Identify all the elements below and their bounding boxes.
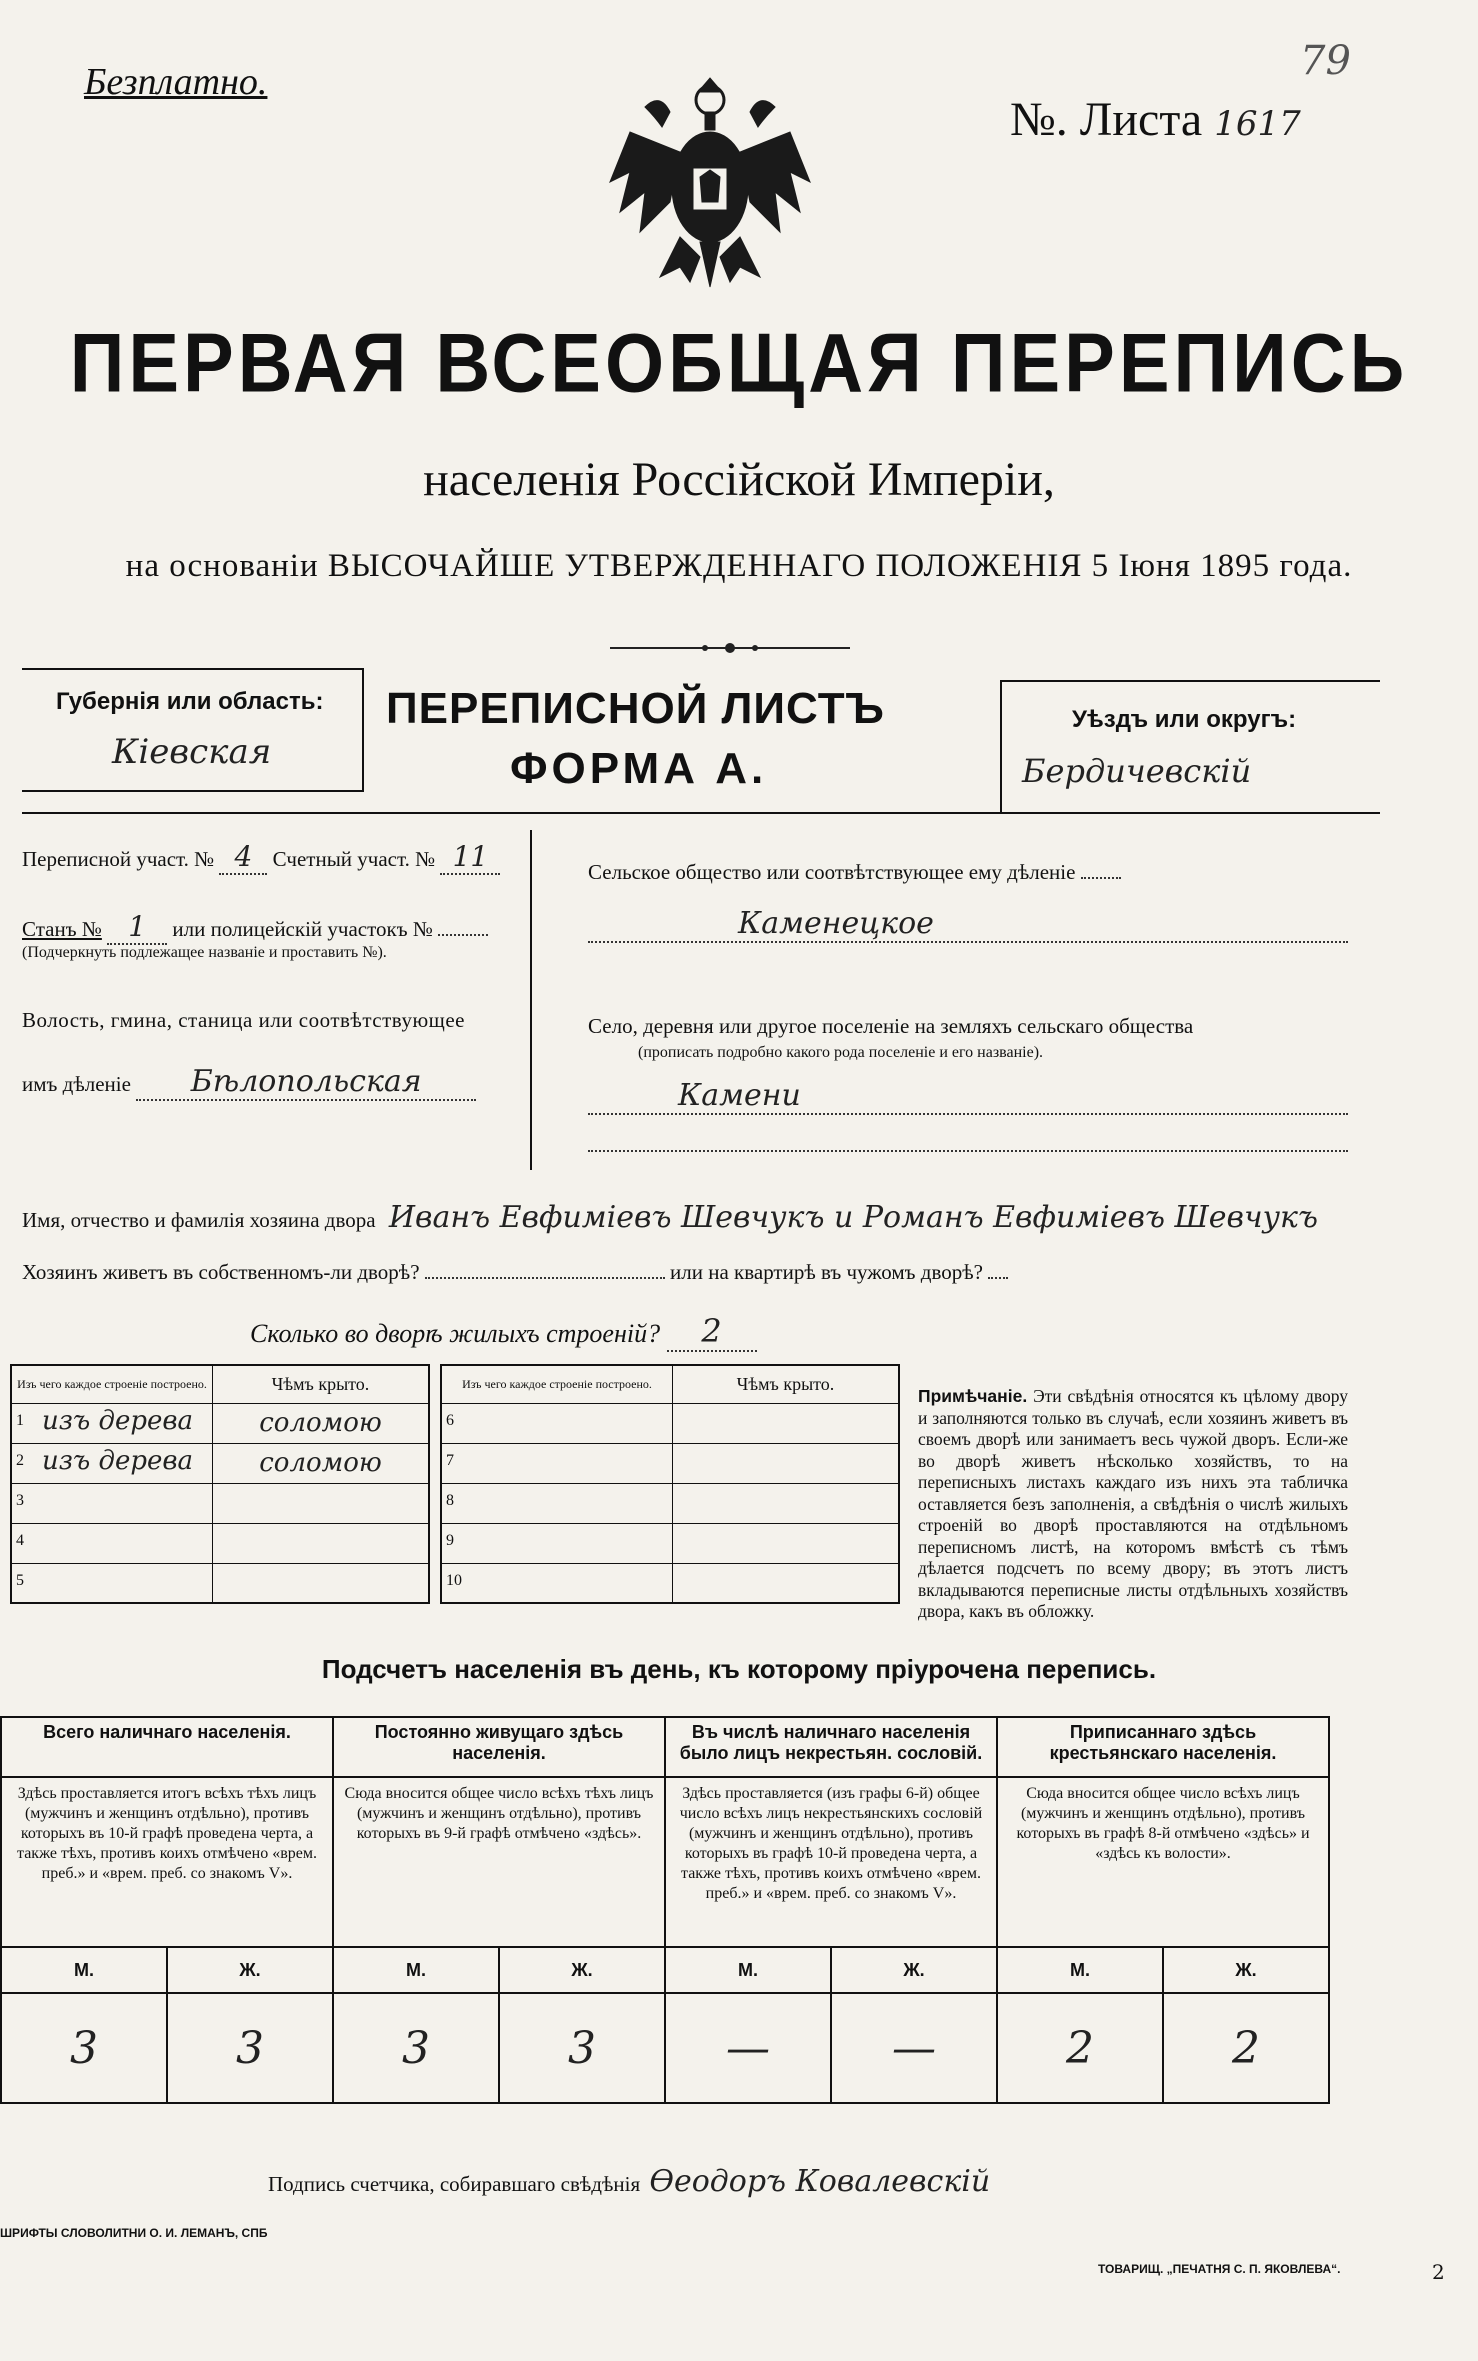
corner-mark: 79 xyxy=(1300,38,1351,84)
owner-name-label: Имя, отчество и фамилія хозяина двора xyxy=(22,1208,376,1232)
police-value[interactable] xyxy=(438,934,488,936)
imperial-eagle-emblem xyxy=(600,72,820,292)
uezd-value[interactable]: Бердичевскій xyxy=(1022,752,1252,790)
signature-row xyxy=(268,2164,990,2199)
page-title: ПЕРВАЯ ВСЕОБЩАЯ ПЕРЕПИСЬ xyxy=(69,316,1409,411)
building-row xyxy=(11,1443,429,1483)
building-roof-cell[interactable] xyxy=(673,1563,900,1603)
stan-label: Станъ № xyxy=(22,917,102,941)
building-material-cell[interactable] xyxy=(11,1483,213,1523)
building-roof-cell[interactable] xyxy=(673,1483,900,1523)
buildings-table-left xyxy=(10,1364,430,1604)
population-section-header: Постоянно живущаго здѣсь населенія. xyxy=(333,1717,665,1777)
col-roof-header: Чѣмъ крыто. xyxy=(213,1365,430,1403)
lives-own-value[interactable] xyxy=(425,1277,665,1279)
building-material-value: изъ дерева xyxy=(42,1405,194,1436)
building-roof-value: соломою xyxy=(259,1408,382,1438)
male-column-label: М. xyxy=(665,1947,831,1993)
building-roof-cell[interactable] xyxy=(213,1403,430,1443)
perepis-uch-label: Переписной участ. № xyxy=(22,847,215,871)
printer-left: ШРИФТЫ СЛОВОЛИТНИ О. И. ЛЕМАНЪ, СПБ xyxy=(0,2226,268,2240)
building-roof-cell[interactable] xyxy=(673,1403,900,1443)
building-material-cell[interactable] xyxy=(441,1443,673,1483)
police-label: или полицейскій участокъ № xyxy=(172,917,433,941)
form-center-subtitle: ФОРМА А. xyxy=(510,744,768,793)
building-row xyxy=(441,1523,899,1563)
building-material-cell[interactable] xyxy=(11,1523,213,1563)
population-sex-row xyxy=(1,1947,1329,1993)
building-material-cell[interactable] xyxy=(11,1443,213,1483)
ornament-divider xyxy=(610,640,850,654)
note-text: Эти свѣдѣнія относятся къ цѣлому двору и заполняются только въ случаѣ, если хозяинъ живетъ въ своемъ дворѣ или занимаетъ весь чужой дворъ. Если-же во дворѣ живетъ нѣсколько хозяйствъ, то на переписныхъ листахъ каждаго изъ нихъ эта табличка оставляется безъ заполненія, а свѣдѣнія о числѣ жилыхъ строеній во дворѣ проставляются на отдѣльномъ переписномъ листѣ, на которомъ вмѣстѣ съ тѣмъ дѣлается подсчетъ по всему двору; въ этотъ листъ вкладываются переписные листы отдѣльныхъ хозяйствъ двора, какъ въ обложку. xyxy=(918,1386,1349,1621)
col-roof-header: Чѣмъ крыто. xyxy=(673,1365,900,1403)
building-roof-cell[interactable] xyxy=(213,1483,430,1523)
building-roof-cell[interactable] xyxy=(213,1443,430,1483)
building-number: 1 xyxy=(16,1411,24,1429)
male-column-label: М. xyxy=(1,1947,167,1993)
lives-rent-label: или на квартирѣ въ чужомъ дворѣ? xyxy=(670,1260,983,1284)
building-row xyxy=(441,1443,899,1483)
building-row xyxy=(441,1563,899,1603)
gubernia-box xyxy=(22,668,364,792)
male-count-value[interactable]: 3 xyxy=(333,1993,499,2103)
owner-name-row xyxy=(22,1200,1318,1235)
building-number: 2 xyxy=(16,1451,24,1469)
building-row xyxy=(11,1563,429,1603)
building-row xyxy=(11,1483,429,1523)
building-number: 9 xyxy=(446,1531,454,1549)
building-material-cell[interactable] xyxy=(441,1563,673,1603)
building-material-cell[interactable] xyxy=(11,1563,213,1603)
female-column-label: Ж. xyxy=(1163,1947,1329,1993)
population-section-header: Въ числѣ наличнаго населенія было лицъ некрестьян. сословій. xyxy=(665,1717,997,1777)
buildings-value[interactable]: 2 xyxy=(667,1312,757,1352)
col-material-header: Изъ чего каждое строеніе построено. xyxy=(11,1365,213,1403)
building-roof-cell[interactable] xyxy=(673,1443,900,1483)
building-number: 3 xyxy=(16,1491,24,1509)
population-title: Подсчетъ населенія въ день, къ которому пріурочена перепись. xyxy=(321,1654,1157,1684)
gubernia-label: Губернія или область: xyxy=(56,688,324,715)
perepis-uch-value[interactable]: 4 xyxy=(219,840,267,875)
building-row xyxy=(441,1403,899,1443)
schet-uch-label: Счетный участ. № xyxy=(272,847,436,871)
society-label: Сельское общество или соотвѣтствующее ему дѣленіе xyxy=(588,860,1076,884)
male-count-value[interactable]: 2 xyxy=(997,1993,1163,2103)
population-section-description: Здѣсь проставляется итогъ всѣхъ тѣхъ лицъ (мужчинъ и женщинъ отдѣльно), противъ которыхъ въ 10-й графѣ проведена черта, а также тѣхъ, противъ коихъ отмѣчено «врем. преб.» и «врем. преб. со знакомъ V». xyxy=(1,1777,333,1947)
free-label: Безплатно. xyxy=(84,61,268,103)
selo-label: Село, деревня или другое поселеніе на земляхъ сельскаго общества xyxy=(588,1014,1194,1038)
male-column-label: М. xyxy=(333,1947,499,1993)
building-roof-cell[interactable] xyxy=(213,1563,430,1603)
building-material-cell[interactable] xyxy=(441,1483,673,1523)
female-count-value[interactable]: 3 xyxy=(167,1993,333,2103)
printer-right: ТОВАРИЩ. „ПЕЧАТНЯ С. П. ЯКОВЛЕВА“. xyxy=(1098,2262,1341,2276)
volost-label-2: имъ дѣленіе xyxy=(22,1072,131,1096)
society-value[interactable]: Каменецкое xyxy=(588,906,1348,943)
building-material-cell[interactable] xyxy=(441,1403,673,1443)
col-material-header: Изъ чего каждое строеніе построено. xyxy=(441,1365,673,1403)
stan-row xyxy=(22,910,488,945)
uezd-box xyxy=(1000,680,1380,814)
note-label: Примѣчаніе. xyxy=(918,1386,1028,1406)
building-row xyxy=(11,1523,429,1563)
population-head-row xyxy=(1,1717,1329,1777)
selo-value[interactable]: Камени xyxy=(588,1078,1348,1115)
population-values-row xyxy=(1,1993,1329,2103)
schet-uch-value[interactable]: 11 xyxy=(440,840,500,875)
female-column-label: Ж. xyxy=(499,1947,665,1993)
society-row xyxy=(588,860,1121,885)
legal-basis: на основаніи ВЫСОЧАЙШЕ УТВЕРЖДЕННАГО ПОЛОЖЕНІЯ 5 Іюня 1895 года. xyxy=(125,548,1353,584)
page-subtitle: населенія Россійской Имперіи, xyxy=(423,453,1055,506)
selo-note: (прописать подробно какого рода поселеніе и его названіе). xyxy=(638,1044,1044,1061)
volost-value[interactable]: Бѣлопольская xyxy=(136,1064,476,1101)
population-section-description: Здѣсь проставляется (изъ графы 6-й) общее число всѣхъ лицъ некрестьянскихъ сословій (мужчинъ и женщинъ отдѣльно), противъ которыхъ въ графѣ 10-й проведена черта, а также тѣхъ, противъ коихъ отмѣчено «врем. преб.» и «врем. преб. со знакомъ V». xyxy=(665,1777,997,1947)
right-block xyxy=(548,830,1348,1170)
buildings-row xyxy=(250,1312,757,1352)
building-roof-value: соломою xyxy=(259,1448,382,1478)
building-number: 10 xyxy=(446,1571,462,1589)
page-mark: 2 xyxy=(1432,2260,1445,2284)
building-number: 5 xyxy=(16,1571,24,1589)
lives-own-label: Хозяинъ живетъ въ собственномъ-ли дворѣ? xyxy=(22,1260,420,1284)
population-section-description: Сюда вносится общее число всѣхъ лицъ (мужчинъ и женщинъ отдѣльно), противъ которыхъ въ графѣ 8-й отмѣчено «здѣсь» и «здѣсь къ волости». xyxy=(997,1777,1329,1947)
society-line xyxy=(1081,877,1121,879)
building-material-cell[interactable] xyxy=(11,1403,213,1443)
sheet-number xyxy=(1010,92,1301,147)
building-row xyxy=(441,1483,899,1523)
buildings-label: Сколько во дворѣ жилыхъ строеній? xyxy=(250,1319,661,1348)
volost-label-1: Волость, гмина, станица или соотвѣтствующее xyxy=(22,1008,465,1032)
building-material-value: изъ дерева xyxy=(42,1445,194,1476)
form-center-title: ПЕРЕПИСНОЙ ЛИСТЪ xyxy=(386,684,885,733)
population-section-header: Всего наличнаго населенія. xyxy=(1,1717,333,1777)
female-count-value[interactable]: 2 xyxy=(1163,1993,1329,2103)
male-count-value[interactable]: 3 xyxy=(1,1993,167,2103)
note-block xyxy=(918,1386,1348,1623)
population-desc-row xyxy=(1,1777,1329,1947)
stan-value[interactable]: 1 xyxy=(107,910,167,945)
female-count-value[interactable]: — xyxy=(831,1993,997,2103)
building-number: 8 xyxy=(446,1491,454,1509)
population-table xyxy=(0,1716,1330,2104)
left-block xyxy=(22,830,532,1170)
lives-rent-value[interactable] xyxy=(988,1277,1008,1279)
signature-value[interactable]: Ѳеодоръ Ковалевскій xyxy=(649,2164,991,2199)
ornament-icon xyxy=(610,641,850,655)
building-material-cell[interactable] xyxy=(441,1523,673,1563)
buildings-table-right xyxy=(440,1364,900,1604)
gubernia-value[interactable]: Кіевская xyxy=(112,732,272,772)
female-column-label: Ж. xyxy=(167,1947,333,1993)
male-count-value[interactable]: — xyxy=(665,1993,831,2103)
building-number: 6 xyxy=(446,1411,454,1429)
building-roof-cell[interactable] xyxy=(673,1523,900,1563)
perepis-row xyxy=(22,840,500,875)
owner-name-value[interactable]: Иванъ Евфиміевъ Шевчукъ и Романъ Евфиміевъ Шевчукъ xyxy=(388,1200,1318,1235)
building-row xyxy=(11,1403,429,1443)
building-number: 7 xyxy=(446,1451,454,1469)
signature-label: Подпись счетчика, собиравшаго свѣдѣнія xyxy=(268,2172,641,2196)
sheet-number-value: 1617 xyxy=(1214,104,1301,144)
volost-row xyxy=(22,1064,476,1101)
female-column-label: Ж. xyxy=(831,1947,997,1993)
uezd-label: Уѣздъ или округъ: xyxy=(1072,706,1297,733)
sheet-number-label: №. Листа xyxy=(1010,93,1203,146)
selo-extra-line xyxy=(588,1150,1348,1152)
owner-lives-row xyxy=(22,1260,1008,1285)
female-count-value[interactable]: 3 xyxy=(499,1993,665,2103)
underline-note: (Подчеркнуть подлежащее названіе и проставить №). xyxy=(22,944,387,961)
male-column-label: М. xyxy=(997,1947,1163,1993)
population-section-header: Приписаннаго здѣсь крестьянскаго населенія. xyxy=(997,1717,1329,1777)
building-roof-cell[interactable] xyxy=(213,1523,430,1563)
population-section-description: Сюда вносится общее число всѣхъ тѣхъ лицъ (мужчинъ и женщинъ отдѣльно), противъ которыхъ въ 9-й графѣ отмѣчено «здѣсь». xyxy=(333,1777,665,1947)
form-separator-line xyxy=(22,812,1378,814)
building-number: 4 xyxy=(16,1531,24,1549)
